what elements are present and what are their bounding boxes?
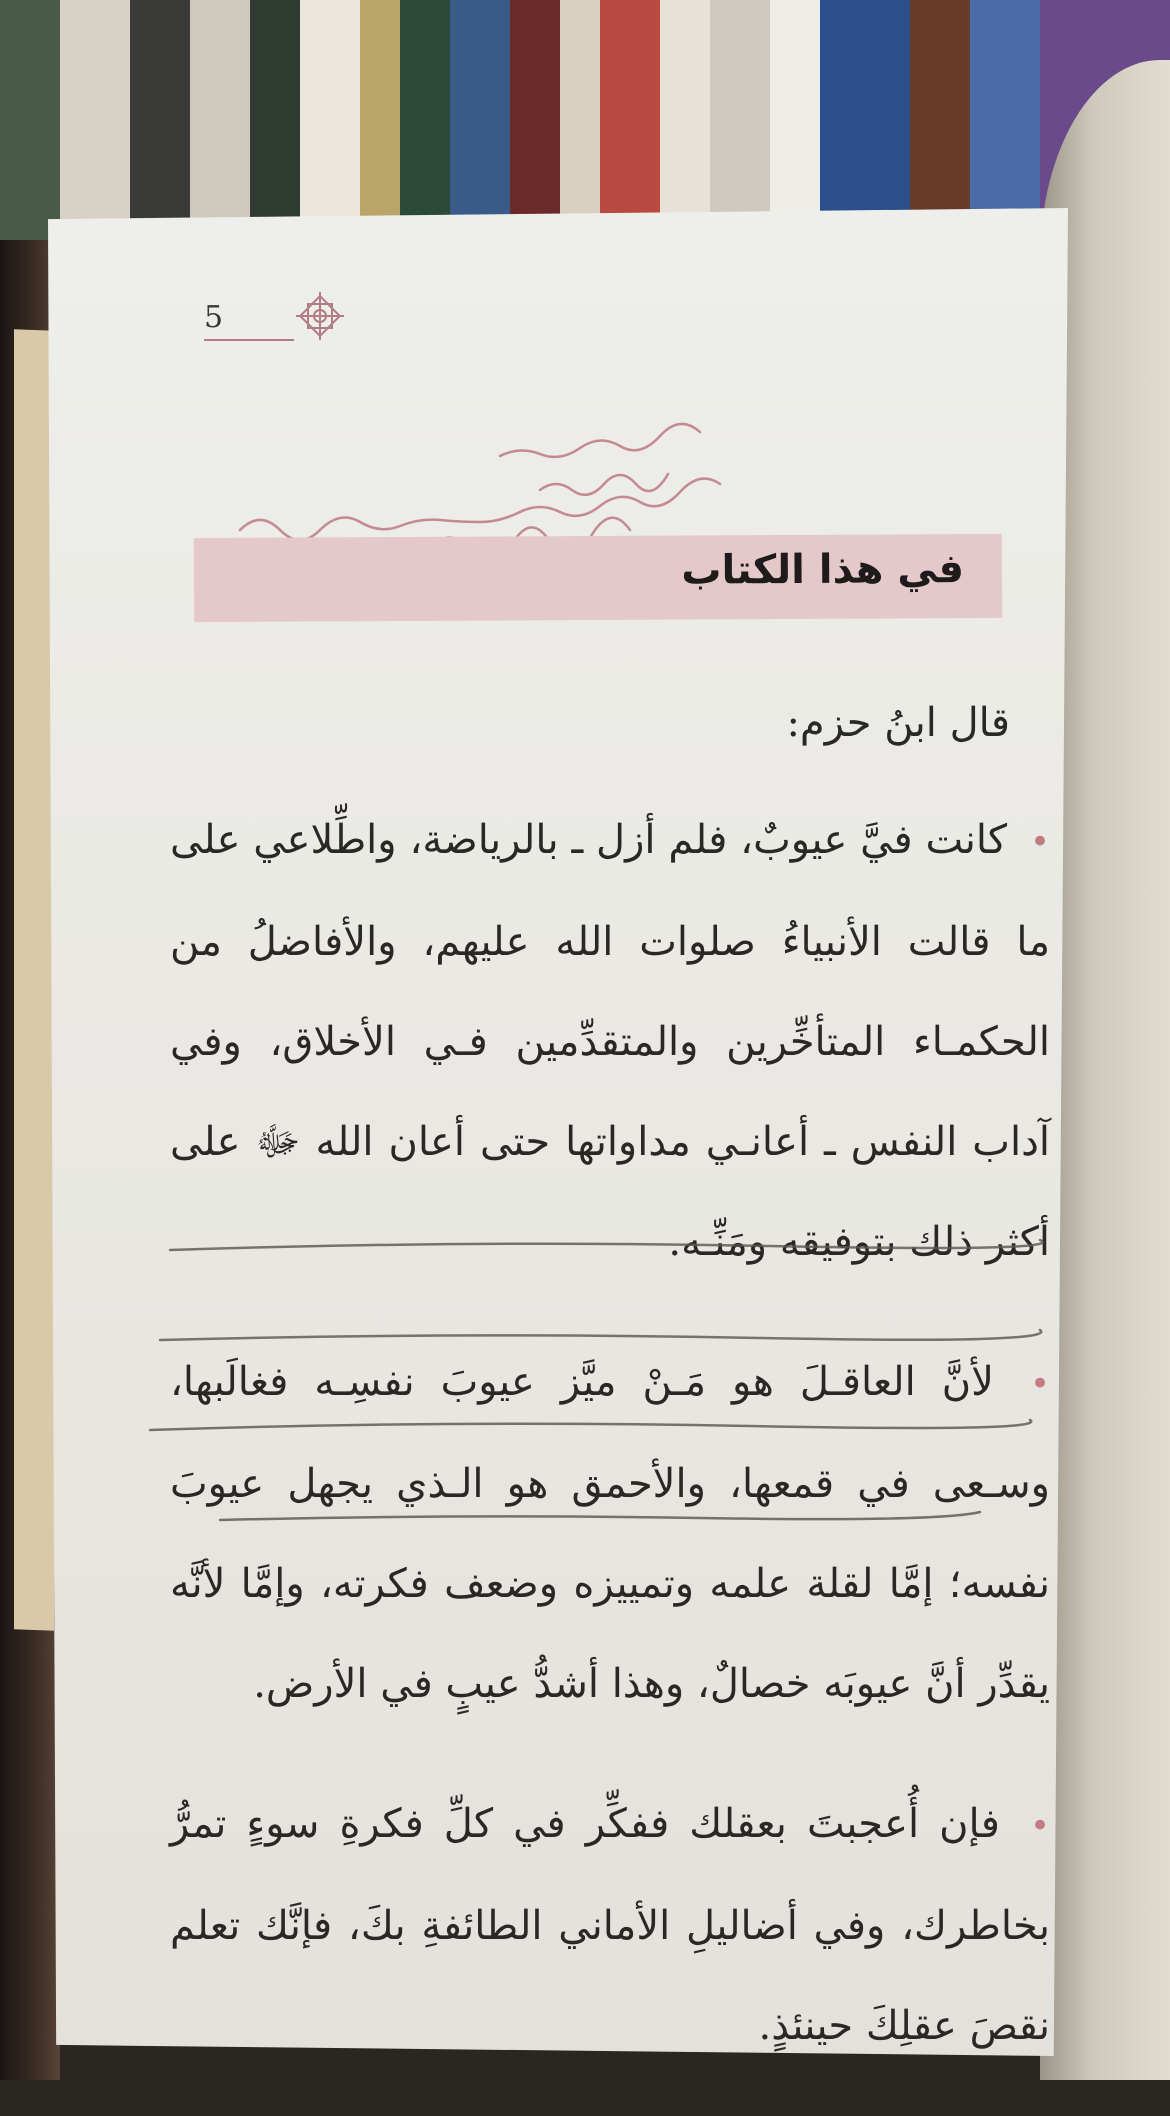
paragraph-text: كانت فيَّ عيوبٌ، فلم أزل ـ بالرياضة، واطِّلاعي على ما قالت الأنبياءُ صلوات الله عليهم، والأفاضلُ من الحكمـاء المتأخِّرين والمتقدِّمين فـي الأخلاق، وفي آداب النفس ـ أعانـي مداواتها حتى أعان الله ﷻ على أكثر ذلك بتوفيقه ومَنِّـه. <box>170 817 1050 1265</box>
page-number: 5 <box>204 300 294 341</box>
back-cover-edge <box>14 329 54 1630</box>
paragraph-text: فإن أُعجبتَ بعقلك ففكِّر في كلِّ فكرةِ سوءٍ تمرُّ بخاطرك، وفي أضاليلِ الأماني الطائفةِ بكَ، فإنَّك تعلم نقصَ عقلِكَ حينئذٍ. <box>170 1801 1050 2049</box>
ornament-icon <box>290 286 350 346</box>
paragraph <box>170 1774 1050 2076</box>
bullet-icon: • <box>1029 822 1050 862</box>
section-title-band <box>194 534 1002 622</box>
bullet-icon: • <box>1029 1364 1050 1404</box>
bullet-icon: • <box>1029 1806 1050 1846</box>
body-text <box>170 790 1050 2116</box>
intro-line: قال ابنُ حزم: <box>786 700 1010 746</box>
paragraph <box>170 790 1050 1292</box>
paragraph-text: لأنَّ العاقـلَ هو مَـنْ ميَّز عيوبَ نفسِـه فغالَبها، وسـعى في قمعها، والأحمق هو الـذي يجهل عيوبَ نفسه؛ إمَّا لقلة علمه وتمييزه وضعف فكرته، وإمَّا لأنَّه يقدِّر أنَّ عيوبَه خصالٌ، وهذا أشدُّ عيبٍ في الأرض. <box>170 1359 1050 1707</box>
section-title: في هذا الكتاب <box>681 546 965 594</box>
paragraph <box>170 1332 1050 1734</box>
